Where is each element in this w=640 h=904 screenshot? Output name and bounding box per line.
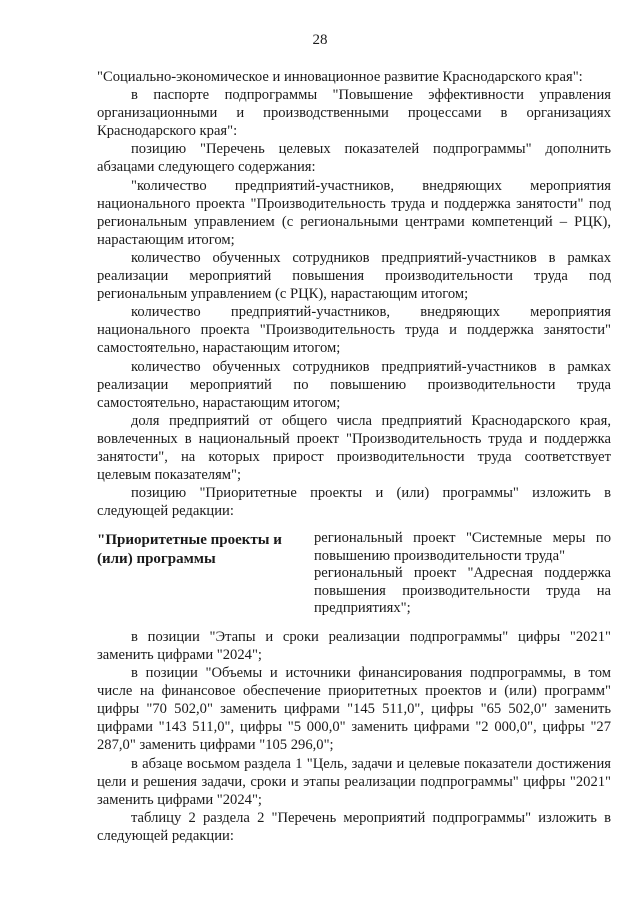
paragraph: количество обученных сотрудников предприятий-участников в рамках реализации мероприятий повышения производительности труда под региональным управлением (с РЦК), нарастающим итогом; [97,249,611,303]
paragraph: позицию "Перечень целевых показателей подпрограммы" дополнить абзацами следующего содержания: [97,141,611,176]
paragraphs-bottom [97,628,611,845]
table-value [314,530,611,618]
paragraph: в позиции "Этапы и сроки реализации подпрограммы" цифры "2021" заменить цифрами "2024"; [97,628,611,663]
paragraph: позицию "Приоритетные проекты и (или) программы" изложить в следующей редакции: [97,485,611,520]
paragraph: в паспорте подпрограммы "Повышение эффективности управления организационными и производственными процессами в организациях Краснодарского края": [97,87,611,140]
priority-projects-table [97,530,611,618]
paragraph: таблицу 2 раздела 2 "Перечень мероприятий подпрограммы" изложить в следующей редакции: [97,809,611,844]
paragraph: в абзаце восьмом раздела 1 "Цель, задачи и целевые показатели достижения цели и решения задачи, сроки и этапы реализации подпрограммы" цифры "2021" заменить цифрами "2024"; [97,755,611,808]
paragraph: количество предприятий-участников, внедряющих мероприятия национального проекта "Производительность труда и поддержка занятости" самостоятельно, нарастающим итогом; [97,304,611,357]
paragraph: "Социально-экономическое и инновационное развитие Краснодарского края": [97,69,583,85]
paragraphs-top [97,68,611,520]
paragraph: количество обученных сотрудников предприятий-участников в рамках реализации мероприятий по повышению производительности труда самостоятельно, нарастающим итогом; [97,358,611,411]
table-value-line: региональный проект "Адресная поддержка повышения производительности труда на предприятиях"; [314,565,611,617]
paragraph: в позиции "Объемы и источники финансирования подпрограммы, в том числе на финансовое обеспечение приоритетных проектов и (или) программ" цифры "70 502,0" заменить цифрами "145 511,0", цифры "65 502,0" заменить цифрами "143 511,0", цифры "5 000,0" заменить цифрами "2 000,0", цифры "27 287,0" заменить цифрами "105 296,0"; [97,665,611,754]
table-value-line: региональный проект "Системные меры по повышению производительности труда" [314,530,611,564]
page-number: 28 [312,32,328,48]
paragraph: доля предприятий от общего числа предприятий Краснодарского края, вовлеченных в национальный проект "Производительность труда и поддержка занятости", на которых прирост производительности труда соответствует целевым показателям"; [97,412,611,484]
table-label: "Приоритетные проекты и (или) программы [97,532,282,568]
document-body [97,68,611,845]
paragraph: "количество предприятий-участников, внедряющих мероприятия национального проекта "Производительность труда и поддержка занятости" под региональным управлением (с региональными центрами компетенций – РЦК), нарастающим итогом; [97,177,611,248]
